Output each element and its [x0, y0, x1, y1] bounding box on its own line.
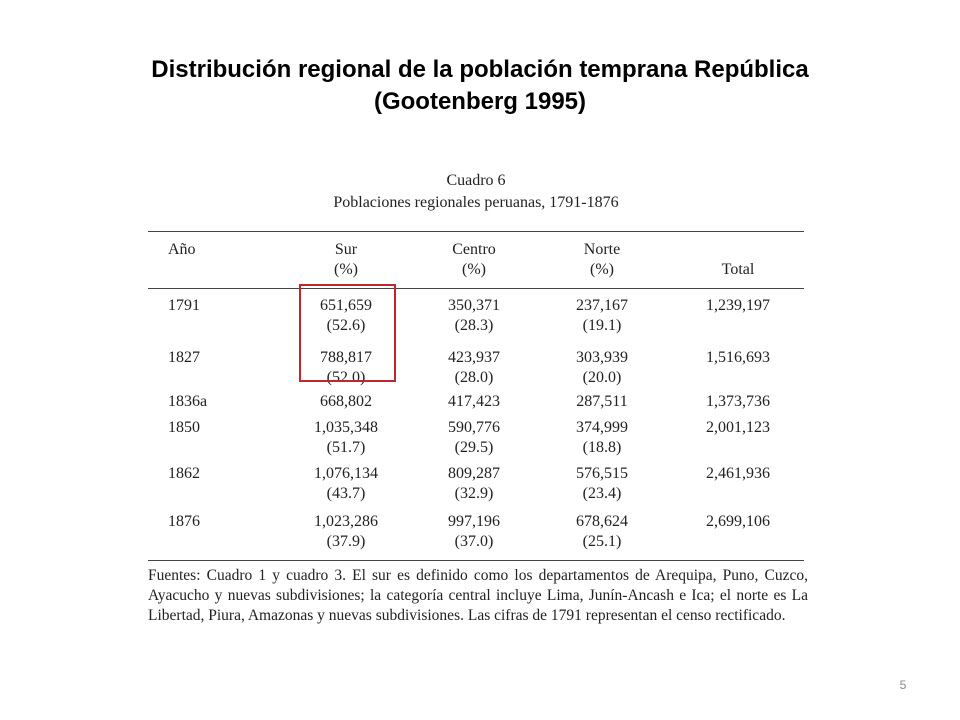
cell-centro-value: 350,371	[448, 297, 500, 314]
cell-sur-value: 1,076,134	[314, 465, 378, 482]
cell-total	[688, 296, 788, 316]
cell-norte	[552, 296, 652, 336]
cell-norte	[552, 464, 652, 504]
table-notes: Fuentes: Cuadro 1 y cuadro 3. El sur es definido como los departamentos de Arequipa, Puno, Cuzco, Ayacucho y nuevas subdivisiones; la categoría central incluye Lima, Junín-Ancash e Ica; el norte es La Libertad, Piura, Amazonas y nuevas subdivisiones. Las cifras de 1791 representan el censo rectificado.	[148, 567, 808, 624]
cell-year-value: 1791	[168, 297, 200, 314]
table-bottom-rule	[148, 560, 804, 561]
header-centro: Centro (%)	[452, 241, 496, 278]
cell-norte-percent: (20.0)	[582, 369, 622, 386]
cell-sur	[296, 418, 396, 458]
cell-sur	[296, 464, 396, 504]
cell-sur	[296, 512, 396, 552]
cell-norte	[552, 512, 652, 552]
cell-centro-value: 590,776	[448, 419, 500, 436]
cell-sur-percent: (52.0)	[326, 369, 366, 386]
cell-sur-value: 651,659	[320, 297, 372, 314]
cell-total-value: 2,461,936	[706, 465, 770, 482]
table-subcaption: Poblaciones regionales peruanas, 1791-1876	[333, 194, 619, 211]
cell-total-value: 1,373,736	[706, 393, 770, 410]
cell-sur-percent: (52.6)	[326, 317, 366, 334]
cell-centro	[424, 348, 524, 388]
cell-total-value: 1,516,693	[706, 349, 770, 366]
cell-centro-percent: (29.5)	[454, 439, 494, 456]
cell-norte-percent: (23.4)	[582, 485, 622, 502]
header-norte: Norte (%)	[583, 241, 621, 278]
cell-norte	[552, 348, 652, 388]
cell-total	[688, 464, 788, 484]
cell-total	[688, 512, 788, 532]
cell-year	[168, 392, 248, 412]
cell-norte-value: 287,511	[576, 393, 628, 410]
cell-centro-percent: (37.0)	[454, 533, 494, 550]
cell-year	[168, 464, 248, 484]
page-number: 5	[899, 678, 907, 692]
cell-norte-value: 303,939	[576, 349, 628, 366]
cell-centro	[424, 392, 524, 412]
cell-centro	[424, 464, 524, 504]
slide-title	[60, 54, 900, 118]
table-top-rule	[148, 231, 804, 232]
cell-year-value: 1862	[168, 465, 200, 482]
highlight-box	[299, 284, 396, 382]
cell-year-value: 1876	[168, 513, 200, 530]
cell-sur-percent: (51.7)	[326, 439, 366, 456]
header-total: Total	[721, 261, 755, 278]
cell-sur	[296, 392, 396, 412]
header-year: Año	[168, 241, 196, 258]
cell-centro-value: 997,196	[448, 513, 500, 530]
cell-year	[168, 348, 248, 368]
cell-total	[688, 418, 788, 438]
cell-year-value: 1850	[168, 419, 200, 436]
cell-norte-value: 678,624	[576, 513, 628, 530]
cell-sur-value: 668,802	[320, 393, 372, 410]
cell-total-value: 2,001,123	[706, 419, 770, 436]
cell-year-value: 1827	[168, 349, 200, 366]
cell-total	[688, 392, 788, 412]
header-sur: Sur (%)	[334, 241, 358, 278]
slide-title-line2: (Gootenberg 1995)	[373, 88, 587, 115]
cell-centro	[424, 512, 524, 552]
cell-total	[688, 348, 788, 368]
cell-year	[168, 512, 248, 532]
cell-sur-value: 788,817	[320, 349, 372, 366]
cell-centro-value: 809,287	[448, 465, 500, 482]
cell-norte-value: 576,515	[576, 465, 628, 482]
cell-norte-percent: (18.8)	[582, 439, 622, 456]
cell-centro-value: 423,937	[448, 349, 500, 366]
cell-sur-percent: (43.7)	[326, 485, 366, 502]
cell-norte	[552, 392, 652, 412]
slide-title-line1: Distribución regional de la población temprana República	[151, 56, 809, 83]
cell-norte-value: 374,999	[576, 419, 628, 436]
cell-norte-percent: (19.1)	[582, 317, 622, 334]
table-header-rule	[148, 288, 804, 289]
cell-centro	[424, 418, 524, 458]
cell-year-value: 1836a	[168, 393, 208, 410]
cell-norte	[552, 418, 652, 458]
cell-centro-percent: (28.0)	[454, 369, 494, 386]
cell-norte-value: 237,167	[576, 297, 628, 314]
cell-sur-value: 1,023,286	[314, 513, 378, 530]
cell-centro-percent: (28.3)	[454, 317, 494, 334]
cell-centro-percent: (32.9)	[454, 485, 494, 502]
cell-centro	[424, 296, 524, 336]
cell-centro-value: 417,423	[448, 393, 500, 410]
cell-total-value: 2,699,106	[706, 513, 770, 530]
cell-norte-percent: (25.1)	[582, 533, 622, 550]
cell-sur-percent: (37.9)	[326, 533, 366, 550]
cell-year	[168, 418, 248, 438]
cell-year	[168, 296, 248, 316]
table-caption: Cuadro 6	[446, 172, 506, 189]
cell-sur-value: 1,035,348	[314, 419, 378, 436]
cell-total-value: 1,239,197	[706, 297, 770, 314]
